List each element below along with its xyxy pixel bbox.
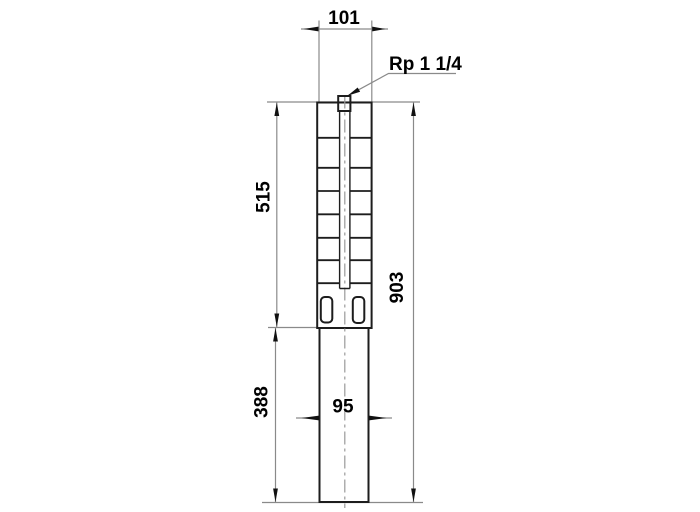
arrowhead-bottom-width-right — [369, 416, 387, 421]
label-lower-section-length: 388 — [251, 386, 273, 418]
arrowhead-lower-length-top — [273, 328, 278, 342]
arrowhead-lower-length-bottom — [273, 489, 278, 503]
label-total-length: 903 — [387, 271, 408, 304]
arrowhead-total-length-top — [411, 103, 416, 117]
pump-body — [317, 96, 371, 509]
arrowhead-upper-length-top — [274, 103, 279, 117]
arrowhead-top-width-right — [372, 27, 385, 32]
label-top-width: 101 — [328, 8, 360, 29]
arrowhead-top-width-left — [304, 27, 319, 32]
label-upper-section-length: 515 — [253, 181, 275, 213]
arrowhead-total-length-bottom — [411, 489, 416, 503]
arrowhead-upper-length-bottom — [274, 314, 279, 328]
leader-line-thread — [349, 74, 457, 96]
label-connection-thread: Rp 1 1/4 — [389, 54, 462, 75]
arrowhead-thread-leader — [348, 88, 361, 96]
label-bottom-width: 95 — [332, 396, 354, 418]
arrowhead-bottom-width-left — [302, 416, 320, 421]
